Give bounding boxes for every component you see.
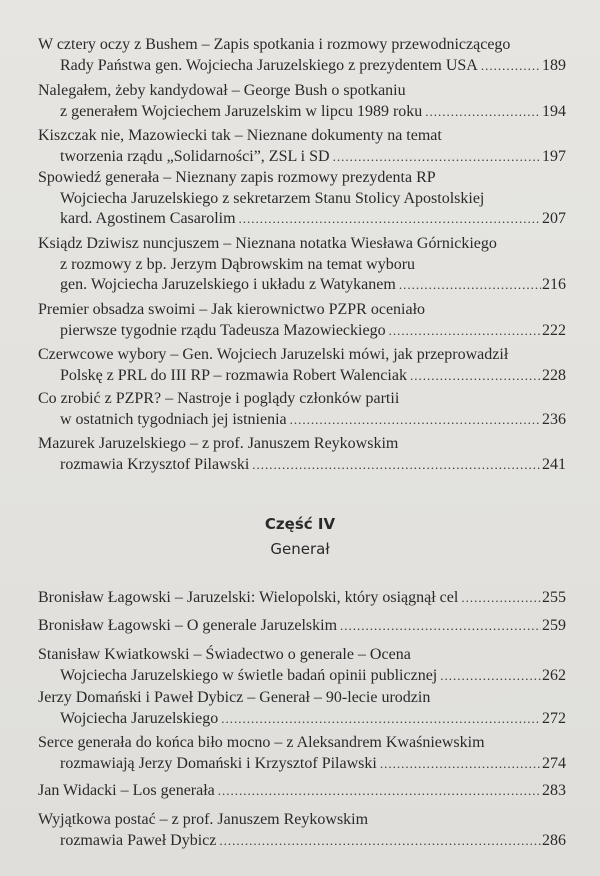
toc-entry	[38, 345, 566, 386]
toc-entry-line: Spowiedź generała – Nieznany zapis rozmowy prezydenta RP	[38, 169, 436, 186]
page-number: 189	[542, 56, 566, 74]
toc-entry-last-line	[38, 102, 566, 123]
toc-entry-line: Nalegałem, żeby kandydował – George Bush o spotkaniu	[38, 82, 406, 99]
toc-entry	[38, 810, 566, 851]
toc-entry-line: Stanisław Kwiatkowski – Świadectwo o generale – Ocena	[38, 646, 411, 663]
toc-entry	[38, 733, 566, 774]
toc-entry-last-line	[38, 321, 566, 342]
toc-entry-line: Serce generała do końca biło mocno – z Aleksandrem Kwaśniewskim	[38, 734, 485, 751]
dot-leader	[333, 147, 541, 168]
toc-entry-line: Wojciecha Jaruzelskiego z sekretarzem Stanu Stolicy Apostolskiej	[60, 189, 485, 207]
toc-entry-line: Czerwcowe wybory – Gen. Wojciech Jaruzelski mówi, jak przeprowadził	[38, 346, 509, 363]
toc-entry-title: Jan Widacki – Los generała	[38, 782, 215, 799]
page-number: 236	[542, 410, 566, 428]
dot-leader	[252, 455, 541, 476]
toc-entry-title: Wojciecha Jaruzelskiego w świetle badań opinii publicznej	[60, 666, 438, 684]
page-number: 194	[542, 102, 566, 120]
toc-entry-line: Co zrobić z PZPR? – Nastroje i poglądy członków partii	[38, 390, 400, 407]
dot-leader	[290, 410, 541, 431]
toc-entry-last-line	[38, 410, 566, 431]
toc-entry-line: Premier obsadza swoimi – Jak kierownictwo PZPR oceniało	[38, 301, 426, 318]
toc-entry-last-line	[38, 56, 566, 77]
dot-leader	[218, 781, 541, 802]
page-number: 286	[542, 831, 566, 849]
dot-leader	[399, 275, 541, 296]
dot-leader	[389, 321, 541, 342]
toc-entry-last-line	[38, 588, 566, 609]
toc-entry-last-line	[38, 147, 566, 168]
toc-entry-line: Jerzy Domański i Paweł Dybicz – Generał – 90-lecie urodzin	[38, 689, 431, 706]
toc-entry-last-line	[38, 366, 566, 387]
page-number: 241	[542, 455, 566, 473]
toc-entry-title: rozmawia Krzysztof Pilawski	[60, 455, 250, 473]
toc-entry-title: rozmawia Paweł Dybicz	[60, 831, 217, 849]
toc-entry-title: Wojciecha Jaruzelskiego	[60, 709, 219, 727]
dot-leader	[380, 754, 541, 775]
dot-leader	[481, 56, 541, 77]
toc-entry-line: Ksiądz Dziwisz nuncjuszem – Nieznana notatka Wiesława Górnickiego	[38, 235, 497, 252]
toc-entry	[38, 616, 566, 637]
toc-entry-last-line	[38, 455, 566, 476]
page-number: 197	[542, 147, 566, 165]
toc-entry	[38, 126, 566, 167]
toc-entry	[38, 434, 566, 475]
toc-entry	[38, 234, 566, 296]
toc-entry-title: kard. Agostinem Casarolim	[60, 210, 236, 227]
part-subtitle: Generał	[270, 540, 330, 558]
toc-entry	[38, 645, 566, 686]
page-number: 228	[542, 366, 566, 384]
dot-leader	[219, 831, 541, 852]
page-number: 259	[542, 617, 566, 634]
dot-leader	[221, 709, 541, 730]
toc-entry	[38, 168, 566, 230]
page-number: 274	[542, 754, 566, 772]
dot-leader	[425, 102, 541, 123]
toc-entry	[38, 389, 566, 430]
page-number: 222	[542, 321, 566, 339]
toc-entry-last-line	[38, 781, 566, 802]
toc-entry-line: z rozmowy z bp. Jerzym Dąbrowskim na temat wyboru	[60, 255, 416, 273]
page-number: 216	[542, 276, 566, 293]
dot-leader	[239, 209, 541, 230]
toc-entry-title: tworzenia rządu „Solidarności”, ZSL i SD	[60, 147, 330, 165]
page-number: 207	[542, 210, 566, 227]
toc-entry	[38, 688, 566, 729]
page-number: 262	[542, 666, 566, 684]
dot-leader	[461, 588, 541, 609]
part-heading: Część IV	[264, 515, 336, 533]
toc-entry-title: gen. Wojciecha Jaruzelskiego i układu z Watykanem	[60, 276, 396, 293]
toc-entry-last-line	[38, 209, 566, 230]
toc-entry-title: z generałem Wojciechem Jaruzelskim w lipcu 1989 roku	[60, 102, 423, 120]
toc-entry-line: Kiszczak nie, Mazowiecki tak – Nieznane dokumenty na temat	[38, 127, 442, 144]
toc-entry-line: Mazurek Jaruzelskiego – z prof. Januszem Reykowskim	[38, 435, 399, 452]
toc-entry-last-line	[38, 275, 566, 296]
toc-entry	[38, 300, 566, 341]
toc-entry	[38, 35, 566, 76]
toc-entry-last-line	[38, 616, 566, 637]
toc-entry-title: pierwsze tygodnie rządu Tadeusza Mazowieckiego	[60, 321, 386, 339]
toc-entry-last-line	[38, 709, 566, 730]
toc-entry-last-line	[38, 831, 566, 852]
dot-leader	[440, 666, 541, 687]
toc-entry-title: w ostatnich tygodniach jej istnienia	[60, 410, 287, 428]
dot-leader	[410, 366, 541, 387]
page-number: 255	[542, 589, 566, 606]
toc-entry-last-line	[38, 666, 566, 687]
toc-entry	[38, 781, 566, 802]
toc-entry-title: Rady Państwa gen. Wojciecha Jaruzelskiego z prezydentem USA	[60, 56, 478, 74]
page-number: 283	[542, 782, 566, 799]
toc-entry	[38, 588, 566, 609]
toc-entry-title: Bronisław Łagowski – Jaruzelski: Wielopolski, który osiągnął cel	[38, 589, 459, 606]
toc-entry-line: W cztery oczy z Bushem – Zapis spotkania i rozmowy przewodniczącego	[38, 36, 511, 53]
toc-entry-title: rozmawiają Jerzy Domański i Krzysztof Pilawski	[60, 754, 377, 772]
toc-entry-line: Wyjątkowa postać – z prof. Januszem Reykowskim	[38, 811, 369, 828]
toc-entry-last-line	[38, 754, 566, 775]
toc-entry-title: Bronisław Łagowski – O generale Jaruzelskim	[38, 617, 338, 634]
page-number: 272	[542, 709, 566, 727]
toc-entry-title: Polskę z PRL do III RP – rozmawia Robert Walenciak	[60, 366, 407, 384]
dot-leader	[340, 616, 541, 637]
toc-entry	[38, 81, 566, 122]
